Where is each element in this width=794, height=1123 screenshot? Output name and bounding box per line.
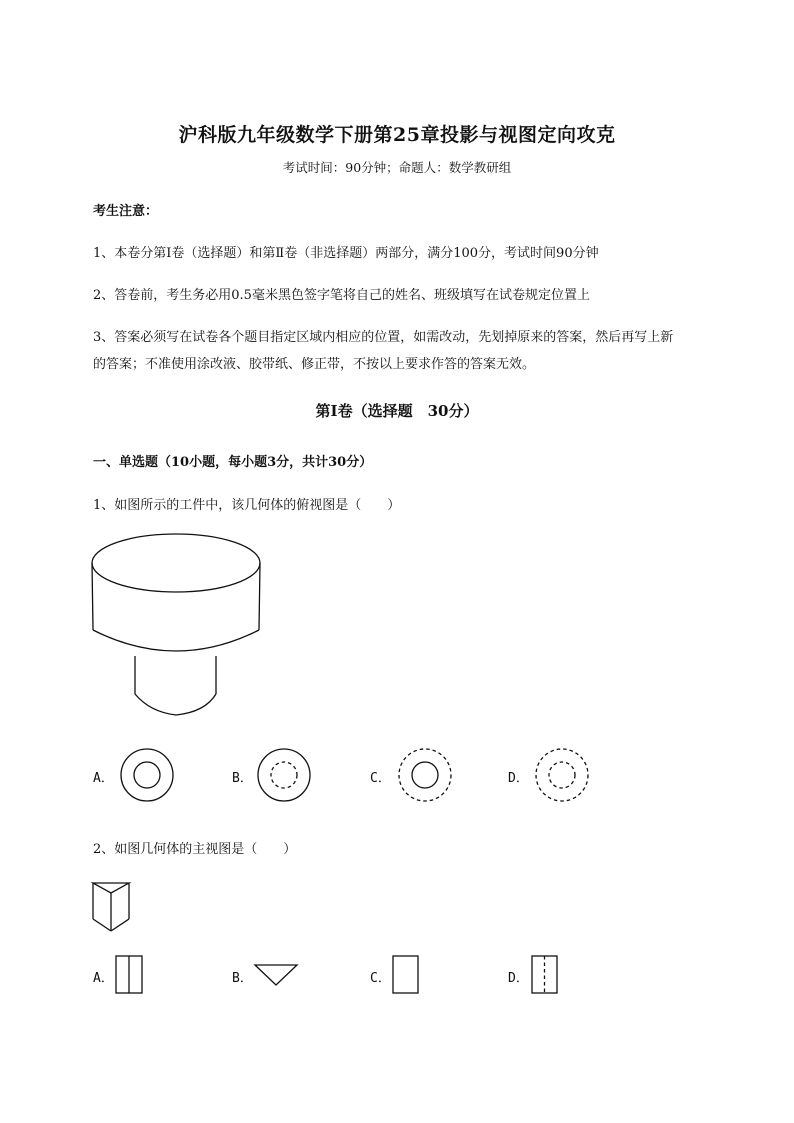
notice-rule-3-cont: 的答案；不准使用涂改液、胶带纸、修正带，不按以上要求作答的答案无效。 bbox=[93, 357, 536, 372]
exam-subtitle: 考试时间：90分钟；命题人：数学教研组 bbox=[282, 160, 512, 175]
q1-option-b-label[interactable]: B． bbox=[232, 771, 253, 786]
notice-rule-2: 2、答卷前，考生务必用0.5毫米黑色签字笔将自己的姓名、班级填写在试卷规定位置上 bbox=[93, 288, 590, 303]
notice-heading: 考生注意： bbox=[93, 204, 159, 219]
q2-option-c-label[interactable]: C． bbox=[370, 971, 391, 986]
question-1-text: 1、如图所示的工件中，该几何体的俯视图是（ ） bbox=[93, 498, 401, 513]
q2-option-d-label[interactable]: D． bbox=[508, 971, 529, 986]
q2-option-b-label[interactable]: B． bbox=[232, 971, 253, 986]
q1-option-c-label[interactable]: C． bbox=[370, 771, 391, 786]
q1-option-a-label[interactable]: A． bbox=[93, 771, 114, 786]
q2-option-a-label[interactable]: A． bbox=[93, 971, 114, 986]
exam-title: 沪科版九年级数学下册第25章投影与视图定向攻克 bbox=[178, 124, 616, 146]
part-heading: 一、单选题（10小题，每小题3分，共计30分） bbox=[93, 455, 373, 470]
notice-rule-1: 1、本卷分第I卷（选择题）和第Ⅱ卷（非选择题）两部分，满分100分，考试时间90分钟 bbox=[93, 246, 599, 261]
notice-rule-3: 3、答案必须写在试卷各个题目指定区域内相应的位置，如需改动，先划掉原来的答案，然后再写上新 bbox=[93, 330, 674, 345]
q1-option-d-label[interactable]: D． bbox=[508, 771, 529, 786]
section-title: 第I卷（选择题 30分） bbox=[315, 402, 479, 420]
question-2-text: 2、如图几何体的主视图是（ ） bbox=[93, 842, 297, 857]
